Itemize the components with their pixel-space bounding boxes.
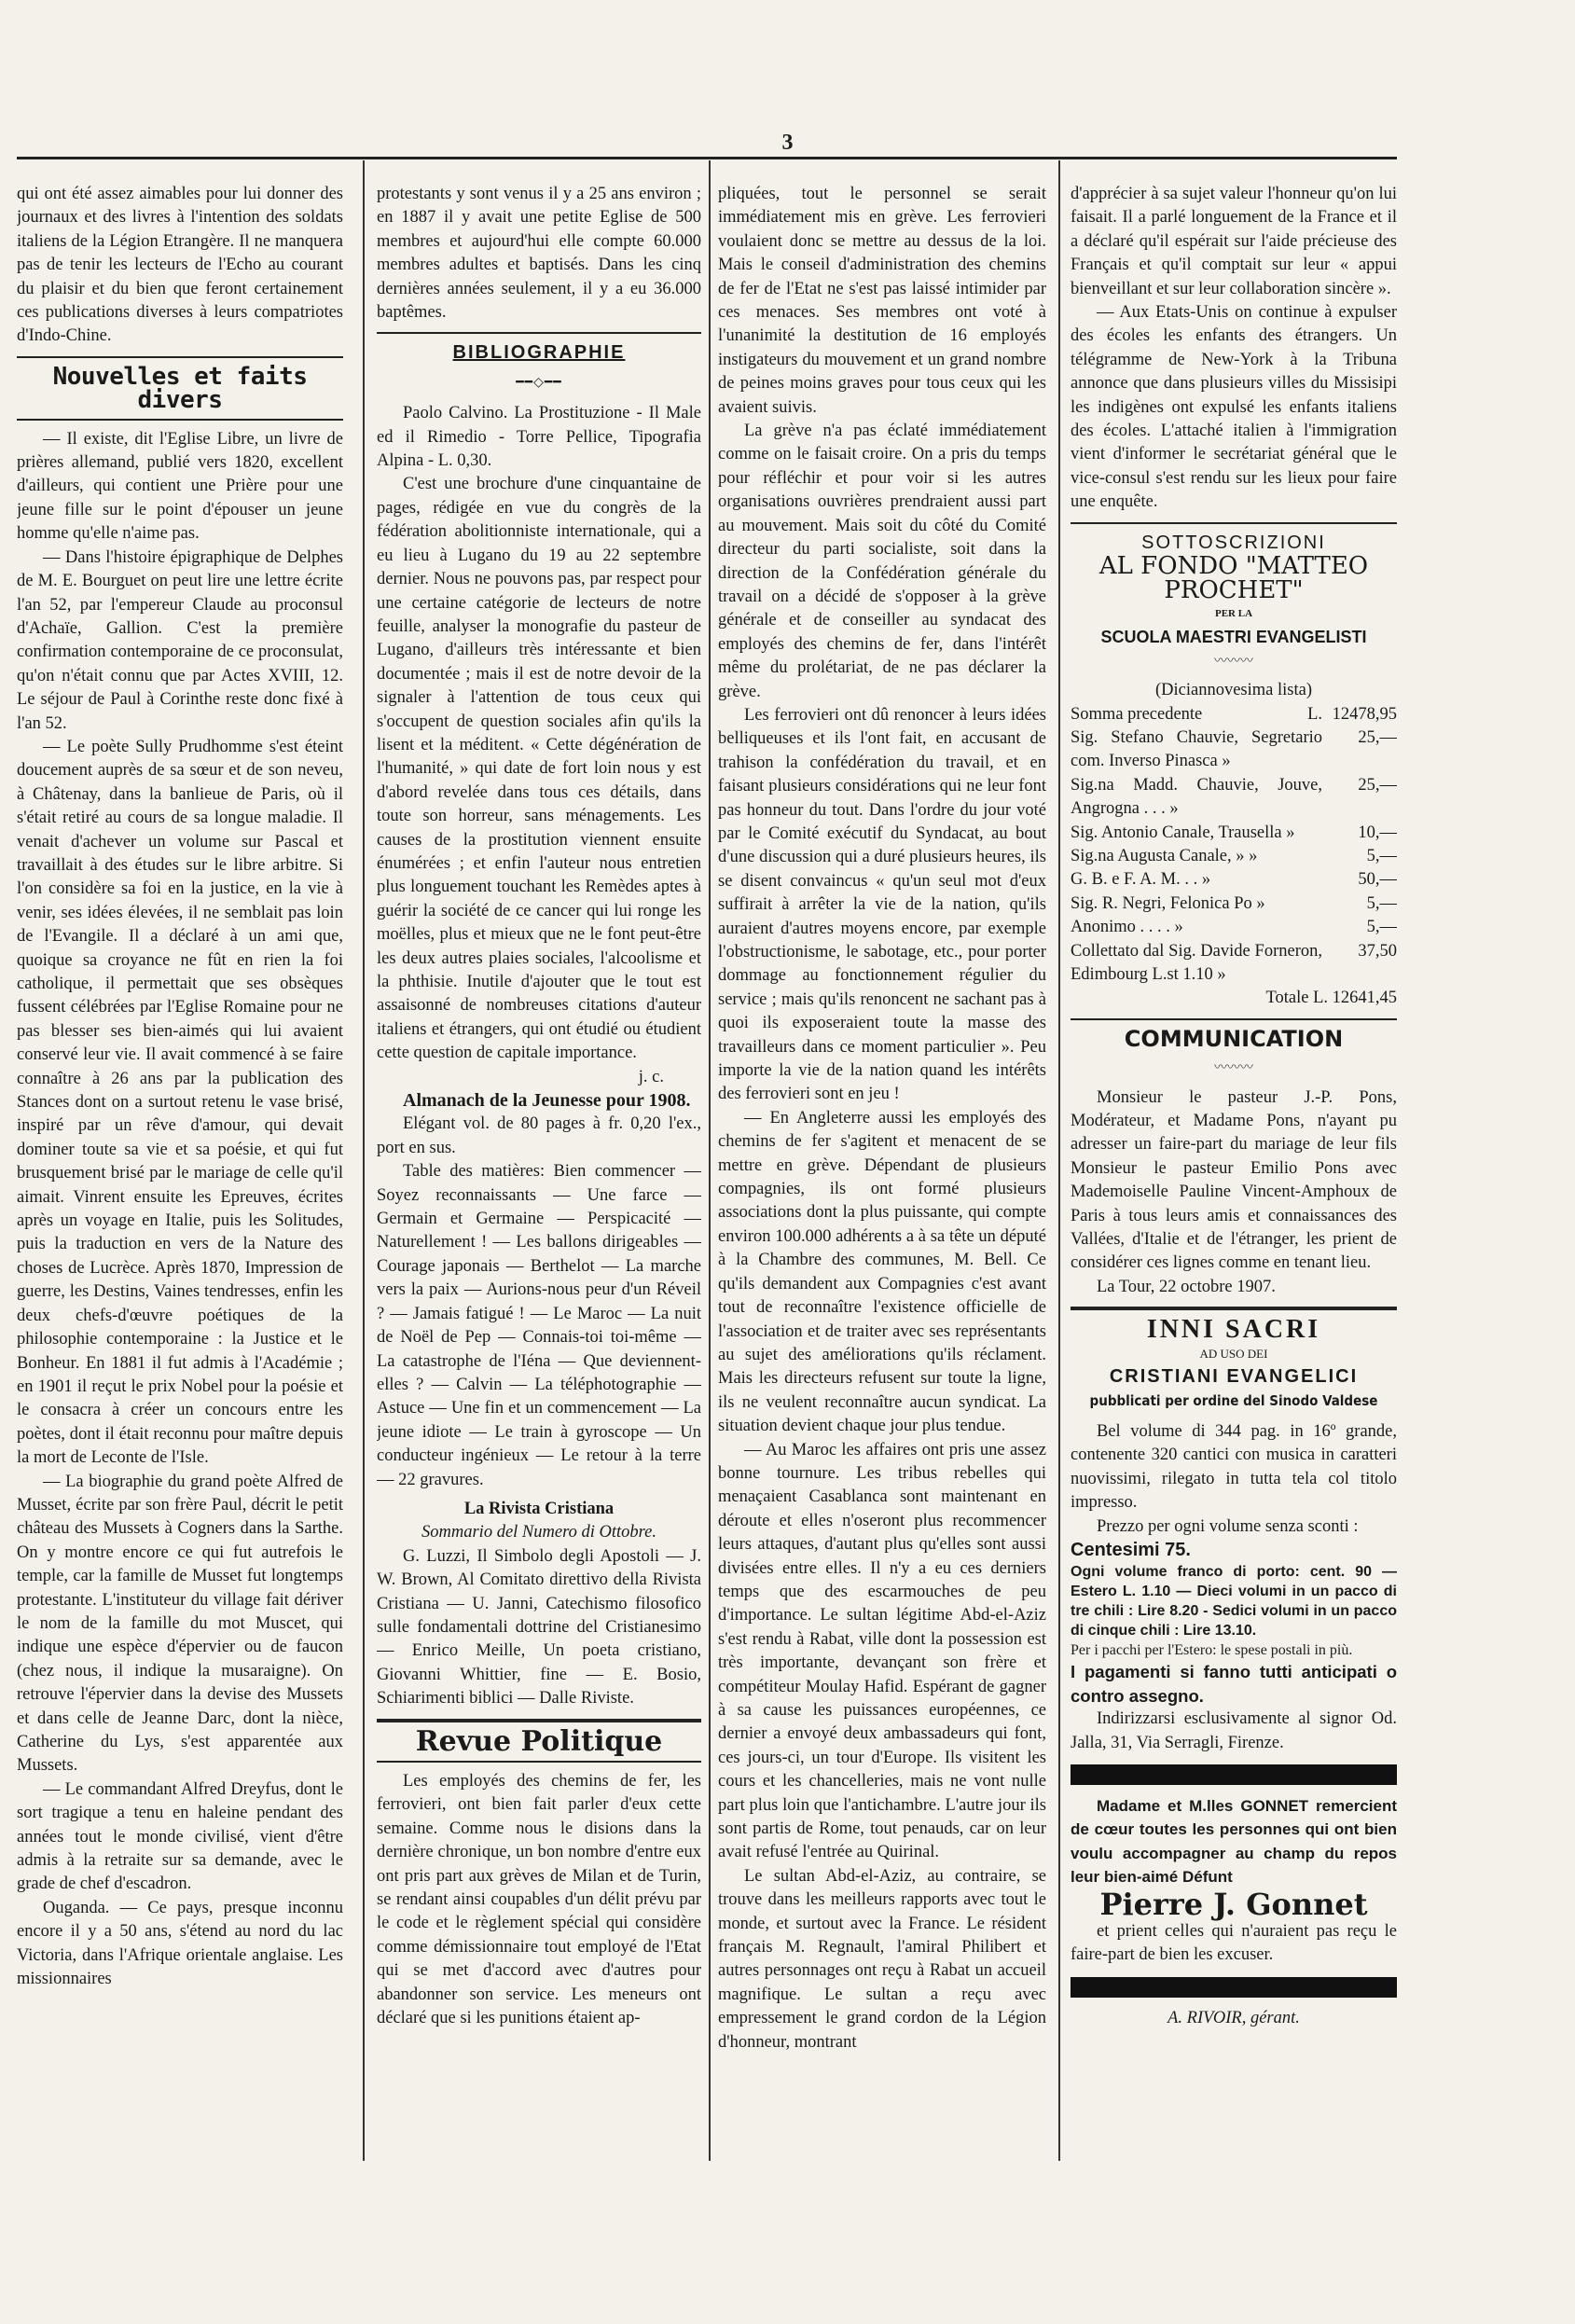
subscription-amount: 25,— (1358, 727, 1397, 747)
almanach-toc: Table des matières: Bien commencer — Soyez reconnaissants — Une farce — Germain et Germaine — Perspicacité — Naturellement ! — Les ballons dirigeables — Courage japonais — Berthelot — La marche vers la paix — Aurions-nous peur d'un Réveil ? — Jamais fatigué ! — Le Maroc — La nuit de Noël de Pep — Connais-toi toi-même — La catastrophe de l'Iéna — Que deviennent-elles ? — Calvin — La téléphotographie — Astuce — Une fin et un commencement — La jeune idiote — Le train à gyroscope — Un conducteur ingénieux — Le retour à la terre — 22 gravures. (377, 1162, 701, 1489)
top-rule (17, 157, 1397, 159)
review-signature: j. c. (638, 1067, 664, 1086)
subscription-amount: 5,— (1366, 893, 1397, 913)
black-border-bar (1071, 1764, 1397, 1785)
ornament-divider: 〰〰〰 (1214, 654, 1253, 669)
ornament-divider: 〰〰〰 (1214, 1061, 1253, 1076)
pubblicati-label: pubblicati per ordine del Sinodo Valdese (1089, 1391, 1378, 1409)
pacchi-info: Per i pacchi per l'Estero: le spese postali in più. (1071, 1642, 1353, 1659)
gonnet-body: Madame et M.lles GONNET remercient de cœur toutes les personnes qui ont bien voulu accompagner au champ du repos leur bien-aimé Défunt (1071, 1796, 1397, 1887)
col1-intro: qui ont été assez aimables pour lui donner des journaux et des livres à l'intention des soldats italiens de la Légion Etrangère. Il ne manquera pas de tenir les lecteurs de l'Echo au courant du plaisir et du bien que feront certainement ces publications diverses à leurs compatriotes d'Indo-Chine. (17, 185, 343, 346)
column-rule (709, 160, 711, 2161)
gonnet-end: et prient celles qui n'auraient pas reçu le faire-part de bien les excuser. (1071, 1922, 1397, 1965)
subscription-row (1071, 822, 1397, 845)
section-rule (1071, 522, 1397, 524)
subscription-row (1071, 868, 1397, 892)
price-value: Centesimi 75. (1071, 1539, 1191, 1560)
revue-paragraph: d'apprécier à sa sujet valeur l'honneur qu'on lui faisait. Il a parlé longuement de la France et il a déclaré qu'il espérait sur l'aide précieuse des Français et qu'il comptait sur leur « appui bienveillant et sur leur collaboration sincère ». (1071, 185, 1397, 298)
cristiani-heading: CRISTIANI EVANGELICI (1109, 1366, 1359, 1388)
section-rule (17, 419, 343, 421)
subscription-amount: 25,— (1358, 775, 1397, 795)
fondo-heading: AL FONDO "MATTEO PROCHET" (1098, 552, 1369, 604)
section-heading-bibliographie: BIBLIOGRAPHIE (452, 342, 626, 364)
subscription-name: Somma precedente (1071, 704, 1203, 724)
sottoscrizioni-heading: SOTTOSCRIZIONI (1141, 532, 1326, 553)
prezzo-label: Prezzo per ogni volume senza sconti : (1097, 1516, 1359, 1536)
revue-paragraph: Les employés des chemins de fer, les ferrovieri, ont bien fait parler d'eux cette semaine. Comme nous le disions dans la dernière chronique, un bon nombre d'entre eux ont pris part aux grèves de Milan et de Turin, se rendant ainsi coupables d'un délit prévu par le code et le règlement spécial qui considère comme démissionnaire tout employé de l'Etat qui se met d'accord avec d'autres pour abandonner son service. Les meneurs ont déclaré que si les punitions étaient ap- (377, 1772, 701, 2028)
subscription-name: Sig.na Madd. Chauvie, Jouve, Angrogna . . . » (1071, 775, 1322, 819)
subscription-name: Sig. Stefano Chauvie, Segretario com. Inverso Pinasca » (1071, 727, 1322, 771)
article-paragraph: — Le poète Sully Prudhomme s'est éteint doucement auprès de sa sœur et de son neveu, à Châtenay, dans la banlieue de Paris, où il s'était retiré au cours de sa longue maladie. Il venait d'achever un volume sur Pascal et travaillait à des études sur le libre arbitre. Si l'on considère sa foi en la justice, en la vie à venir, ses idées élevées, il ne semblait pas loin de l'Evangile. Il a déclaré à un ami que, quoique sa croyance ne fût en rien la foi catholique, il permettait que ses obsèques fussent célébrées par l'Eglise Romaine pour ne pas blesser ses bien-aimés qui lui avaient conservé leur vie. Il avait commencé à se faire connaître à 26 ans par la publication des Stances dont on a surtout retenu le vase brisé, inspiré par un rêve d'amour, qui devait dominer toute sa vie et sa poésie, et qui fut brusquement brisé par le mariage de celle qu'il aimait. Vinrent ensuite les Epreuves, écrites après un voyage en Italie, puis les Solitudes, puis la traduction en vers de la Nature des choses de Lucrèce. Après 1870, Impression de guerre, les Destins, Vaines tendresses, enfin les deux chefs-d'œuvre poétiques de la philosophie contemporaine : la Justice et le Bonheur. En 1881 il fut admis à l'Académie ; en 1901 il reçut le prix Nobel pour la poésie et le consacra à créer un concours entre les poètes, dont il était reconnu pour maître depuis la mort de Leconte de l'Isle. (17, 737, 343, 1468)
rivista-body: G. Luzzi, Il Simbolo degli Apostoli — J. W. Brown, Al Comitato direttivo della Rivista Cristiana — U. Janni, Catechismo filosofico sulle fondamentali dottrine del Cristianesimo — Enrico Meille, Un poeta cristiano, Giovanni Whittier, fine — E. Bosio, Schiarimenti biblici — Dalle Riviste. (377, 1546, 701, 1708)
pagamenti-info: I pagamenti si fanno tutti anticipati o contro assegno. (1071, 1662, 1397, 1706)
subscription-name: Sig. R. Negri, Felonica Po » (1071, 893, 1265, 913)
section-heading-nouvelles: Nouvelles et faits divers (52, 362, 308, 415)
revue-paragraph: — Aux Etats-Unis on continue à expulser des écoles les enfants des étrangers. Un télégramme de New-York à la Tribuna annonce que dans plusieurs villes du Missisipi les indigènes ont expulsé les enfants italiens des écoles. L'attaché italien à l'immigration vient d'informer le secrétariat général que le vice-consul s'est rendu sur les lieux pour faire une enquête. (1071, 303, 1397, 512)
column-2 (377, 183, 701, 2188)
column-4 (1071, 183, 1397, 2188)
subscription-name: Anonimo . . . . » (1071, 918, 1183, 937)
revue-paragraph: La grève n'a pas éclaté immédiatement comme on le faisait croire. On a pris du temps pour réfléchir et pour voir si les autres organisations ouvrières prendraient aussi part au mouvement. Mais soit du côté du Comité directeur du parti socialiste, soit dans la direction de la Confédération générale du travail on a décidé de s'opposer à la grève générale et de conseiller au syndacat des employés des chemins de fer, dans l'intérêt même du prolétariat, de ne pas déclarer la grève. (718, 422, 1046, 701)
revue-paragraph: pliquées, tout le personnel se serait immédiatement mis en grève. Les ferrovieri voulaient donc se mettre au dessus de la loi. Mais le conseil d'administration des chemins de fer de l'Etat ne s'est pas laissé intimider par ces menaces. Ses membres ont voté à l'unanimité la destitution de 16 employés instigateurs du mouvement et un grand nombre de peines moins graves pour tous ceux qui les avaient suivis. (718, 185, 1046, 417)
article-paragraph: — Dans l'histoire épigraphique de Delphes de M. E. Bourguet on peut lire une lettre écrite l'an 52, par l'empereur Claude au proconsul d'Achaïe, Gallion. C'est la première confirmation contemporaine de ce proconsulat, qu'on n'était connu que par Actes XVIII, 12. Le séjour de Paul à Corinthe reste donc fixé à l'an 52. (17, 547, 343, 733)
subscription-amount: 50,— (1358, 870, 1397, 890)
subscription-amount: 5,— (1366, 918, 1397, 937)
revue-paragraph: — En Angleterre aussi les employés des chemins de fer s'agitent et menacent de se mettre en grève. Dépendant de plusieurs compagnies, ils ont formé plusieurs associations dont la plus puissante, qui compte environ 100.000 adhérents a à sa tête un député à la Chambre des communes, M. Bell. Ce qu'ils demandent aux Compagnies c'est avant tout de reconnaître l'existence officielle de l'association et de traiter avec ses représentants au sujet des améliorations qu'ils réclament. Mais les directeurs refusent sur toute la ligne, ils ne veulent reconnaître aucun syndicat. La situation devient chaque jour plus tendue. (718, 1108, 1046, 1436)
section-rule (17, 356, 343, 358)
subscription-currency: L. (1307, 704, 1322, 724)
subscription-name: Collettato dal Sig. Davide Forneron, Edimbourg L.st 1.10 » (1071, 941, 1322, 984)
per-la-label: PER LA (1214, 607, 1253, 619)
gerant-signature: A. RIVOIR, gérant. (1167, 2008, 1300, 2027)
subscription-name: Sig.na Augusta Canale, » » (1071, 846, 1258, 865)
subscription-amount: 10,— (1358, 823, 1397, 842)
rivista-subtitle: Sommario del Numero di Ottobre. (421, 1523, 656, 1542)
section-rule (1071, 1307, 1397, 1310)
communication-date: La Tour, 22 octobre 1907. (1097, 1277, 1276, 1296)
subscription-total: Totale L. 12641,45 (1265, 989, 1397, 1008)
column-rule (1058, 160, 1060, 2161)
deceased-name: Pierre J. Gonnet (1099, 1886, 1368, 1922)
subscription-amount: 5,— (1366, 846, 1397, 865)
article-paragraph: — Il existe, dit l'Eglise Libre, un livre de prières allemand, publié vers 1820, excellent d'ailleurs, qui contient une Prière pour une jeune fille sur le point d'épouser un jeune homme qu'elle n'aime pas. (17, 429, 343, 544)
inni-heading: INNI SACRI (1146, 1315, 1321, 1345)
section-rule (377, 1719, 701, 1722)
column-3 (718, 183, 1046, 2188)
subscription-amount: 37,50 (1358, 941, 1397, 961)
revue-paragraph: Les ferrovieri ont dû renoncer à leurs idées belliqueuses et ils l'ont fait, en accusant de trahison la confédération du travail, et en faisant plusieurs considérations qui ne leur font pas honneur du tout. Dans l'ordre du jour voté par le Comité exécutif du Syndacat, au bout d'une discussion qui a duré plusieurs heures, ils se disent convaincus « qu'un seul mot d'eux suffirait à arrêter la vie de la nation, qu'ils auraient d'autres moyens encore, par exemple l'obstructionisme, le sabotage, etc., pour porter dommage au fonctionnement régulier du service ; mais qu'ils renoncent ne sachant pas à quoi ils exposeraient toute la masse des travailleurs dans ce moment particulier ». Peu importe la vie de la nation quand les intérêts des ferrovieri sont en jeu ! (718, 705, 1046, 1104)
shipping-info: Ogni volume franco di porto: cent. 90 — Estero L. 1.10 — Dieci volumi in un pacco di tre chili : Lire 8.20 - Sedici volumi in un pacco di cinque chili : Lire 13.10. (1071, 1564, 1397, 1639)
subscription-row (1071, 703, 1397, 726)
page-number: 3 (781, 131, 794, 155)
inni-body: Bel volume di 344 pag. in 16º grande, contenente 320 cantici con musica in caratteri nuovissimi, rilegato in tutta tela col titolo impresso. (1071, 1421, 1397, 1513)
lista-label: (Diciannovesima lista) (1155, 681, 1312, 700)
column-rule (363, 160, 365, 2161)
review-body: C'est une brochure d'une cinquantaine de pages, rédigée en vue du congrès de la fédération abolitionniste internationale, qui a eu lieu à Lugano du 19 au 22 septembre dernier. Nous ne pouvons pas, par respect pour une certaine catégorie de lecteurs de notre feuille, analyser la monografie du pasteur de Lugano, d'ailleurs très intéressante et bien documentée ; mais il est de notre devoir de la signaler à l'attention de tous ceux qui s'occupent de question sociales afin qu'ils la lisent et la méditent. « Cette dégénération de l'humanité, » qui date de fort loin nous y est d'abord revelée dans tous ces détails, dans toute son horreur, sans ménagements. Les causes de la prostitution viennent ensuite énumérées ; et enfin l'auteur nous entretien plus longuement touchant les Remèdes aptes à guérir la société de ce cancer qui lui ronge les moëlles, plus et mieux que ne le font peut-être les deux autres plaies sociales, l'alcoolisme et la phthisie. Inutile d'ajouter que le tout est assaisonné de nombreuses citations d'auteur italiens et étrangers, qui ont étudié ou étudient cette question de capitale importance. (377, 475, 701, 1063)
col2-intro: protestants y sont venus il y a 25 ans environ ; en 1887 il y avait une petite Eglise de 500 membres et aujourd'hui elle compte 60.000 membres adultes et baptisés. Dans les cinq dernières années seulement, il y a eu 36.000 baptêmes. (377, 185, 701, 323)
article-paragraph: — La biographie du grand poète Alfred de Musset, écrite par son frère Paul, décrit le petit château des Mussets à Cogners dans la Sarthe. On y montre encore ce qui fut autrefois le temple, car la famille de Musset fut longtemps protestante. L'instituteur du village fait dériver le nom de la famille du mot Muscet, qui indique une espèce d'épervier ou de faucon (chez nous, il indique la musaraigne). On retrouve l'épervier dans la devise des Mussets et dans celle de Jeanne Darc, dont la nièce, Catherine du Lys, s'est apparentée aux Mussets. (17, 1472, 343, 1776)
ornament-divider: ━━◇━━ (516, 375, 562, 390)
subscription-row (1071, 916, 1397, 939)
subscription-name: G. B. e F. A. M. . . » (1071, 870, 1211, 890)
subscription-row (1071, 845, 1397, 868)
section-rule (377, 332, 701, 334)
revue-paragraph: — Au Maroc les affaires ont pris une assez bonne tournure. Les tribus rebelles qui menaçaient Casablanca sont maintenant en déroute et elles n'oseront plus recommencer leurs attaques, d'autant plus qu'elles sont aussi divisées entre elles. Il n'y a eu ces derniers temps que des escarmouches de peu d'importance. Le sultan légitime Abd-el-Aziz s'est rendu à Rabat, ville dont la possession est très importante, devançant son frère et compétiteur Moulay Hafid. Espérant de gagner à sa cause les puissances européennes, ce dernier a envoyé deux ambassadeurs qui font, ces jours-ci, un tour d'Europe. Ils visitent les cours et les chancelleries, mais ne vont nulle part plus loin que l'antichambre. L'autre jour ils sont partis de Rome, tout penauds, car on leur avait refusé l'entrée au Quirinal. (718, 1440, 1046, 1862)
section-rule (377, 1761, 701, 1763)
section-rule (1071, 1018, 1397, 1020)
almanach-body: Elégant vol. de 80 pages à fr. 0,20 l'ex., port en sus. (377, 1114, 701, 1157)
communication-heading: COMMUNICATION (1124, 1025, 1344, 1052)
subscription-row (1071, 892, 1397, 916)
communication-body: Monsieur le pasteur J.-P. Pons, Modérateur, et Madame Pons, n'ayant pu adresser un faire-part du mariage de leur fils Monsieur le pasteur Emilio Pons avec Mademoiselle Pauline Vincent-Amphoux de Paris à tous leurs amis et connaissances des Vallées, d'Italie et de l'étranger, les prient de considérer ces lignes comme en tenant lieu. (1071, 1087, 1397, 1273)
subscription-row (1071, 774, 1397, 822)
rivista-title: La Rivista Cristiana (463, 1499, 615, 1518)
subscription-row (1071, 940, 1397, 988)
indirizzarsi-info: Indirizzarsi esclusivamente al signor Od. Jalla, 31, Via Serragli, Firenze. (1071, 1709, 1397, 1752)
scuola-heading: SCUOLA MAESTRI EVANGELISTI (1100, 628, 1367, 647)
black-border-bar (1071, 1977, 1397, 1998)
article-paragraph: — Le commandant Alfred Dreyfus, dont le sort tragique a tenu en haleine pendant des années tout le monde civilisé, vient d'être admis à la retraite sur sa demande, avec le grade de chef d'escadron. (17, 1779, 343, 1894)
revue-paragraph: Le sultan Abd-el-Aziz, au contraire, se trouve dans les meilleurs rapports avec tout le monde, et surtout avec la France. Le résident français M. Regnault, l'amiral Philibert et autres personnages ont reçu à Rabat un accueil magnifique. Le sultan a reçu avec empressement le grand cordon de la Légion d'honneur, montrant (718, 1866, 1046, 2052)
review-title: Paolo Calvino. La Prostituzione - Il Male ed il Rimedio - Torre Pellice, Tipografia Alpina - L. 0,30. (377, 404, 701, 471)
subscription-amount: 12478,95 (1332, 704, 1397, 724)
subscription-list (1071, 703, 1397, 988)
subscription-name: Sig. Antonio Canale, Trausella » (1071, 823, 1295, 842)
uso-dei-label: AD USO DEI (1199, 1346, 1268, 1361)
column-1 (17, 183, 343, 2188)
almanach-title: Almanach de la Jeunesse pour 1908. (403, 1090, 691, 1112)
article-paragraph: Ouganda. — Ce pays, presque inconnu encore il y a 50 ans, s'étend au nord du lac Victoria, dans l'Afrique orientale anglaise. Les missionnaires (17, 1898, 343, 1989)
subscription-row (1071, 726, 1397, 774)
section-heading-revue: Revue Politique (415, 1724, 663, 1758)
